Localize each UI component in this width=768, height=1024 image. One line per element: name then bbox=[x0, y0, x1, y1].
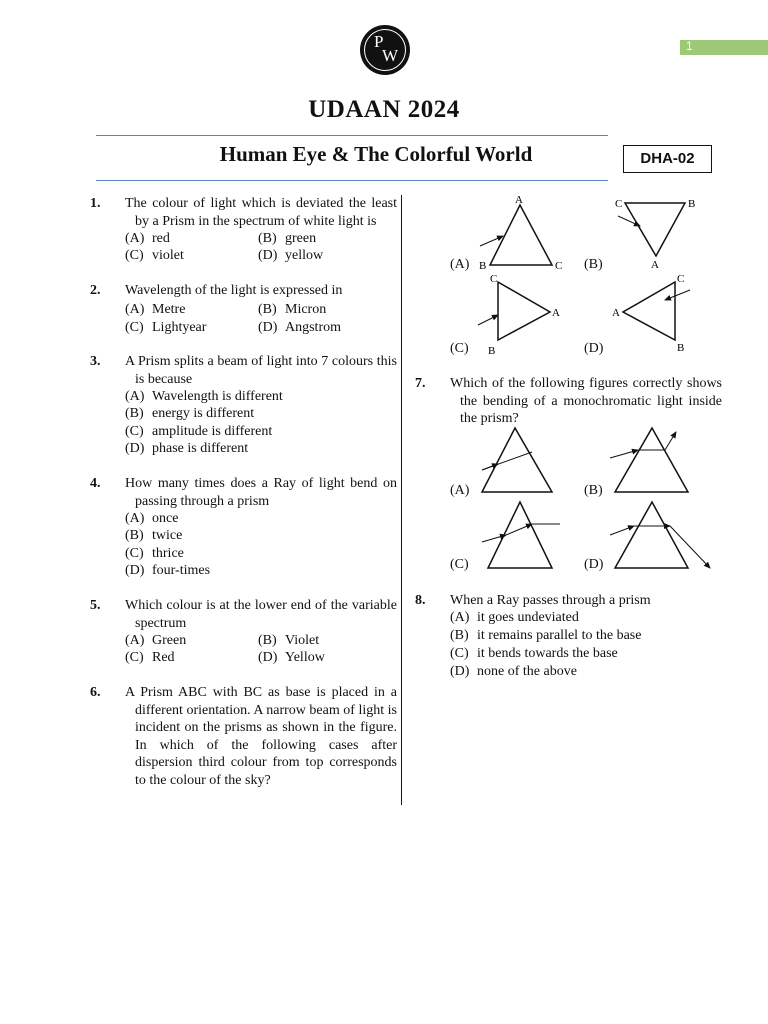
question-text: A Prism splits a beam of light into 7 colours this is because bbox=[125, 354, 397, 387]
question-2 bbox=[90, 282, 390, 337]
question-text: Which of the following figures correctly shows the bending of a monochromatic light inside the prism? bbox=[450, 376, 722, 426]
question-number: 3. bbox=[90, 354, 101, 369]
q7-prism-figures bbox=[470, 420, 715, 575]
page-number-bar bbox=[680, 40, 768, 55]
option-a: (A) Metre bbox=[125, 302, 186, 317]
option-a: (A) Green bbox=[125, 633, 187, 648]
q7-option-a-label: (A) bbox=[450, 483, 470, 498]
q6-figure-b bbox=[615, 198, 695, 271]
q6-figure-c bbox=[478, 273, 560, 357]
svg-text:B: B bbox=[488, 345, 496, 357]
svg-text:C: C bbox=[615, 198, 623, 210]
option-b: (B) Violet bbox=[258, 633, 320, 648]
svg-text:B: B bbox=[688, 198, 696, 210]
svg-text:C: C bbox=[555, 260, 563, 272]
svg-text:C: C bbox=[677, 273, 685, 285]
svg-text:A: A bbox=[612, 307, 620, 319]
option-a: (A) once bbox=[125, 511, 179, 526]
question-number: 2. bbox=[90, 283, 101, 298]
svg-text:A: A bbox=[552, 307, 560, 319]
question-text: Wavelength of the light is expressed in bbox=[125, 283, 343, 298]
option-c: (C) amplitude is different bbox=[125, 424, 273, 439]
q7-option-d-label: (D) bbox=[584, 557, 604, 572]
q6-prism-figures bbox=[470, 190, 710, 360]
q6-option-b-label: (B) bbox=[584, 257, 603, 272]
question-3 bbox=[90, 353, 397, 458]
q6-option-d-label: (D) bbox=[584, 341, 604, 356]
question-4 bbox=[90, 475, 397, 580]
option-d: (D) yellow bbox=[258, 248, 324, 263]
option-c: (C) Lightyear bbox=[125, 320, 207, 335]
title-rule-bottom bbox=[96, 180, 608, 181]
option-d: (D) Angstrom bbox=[258, 320, 341, 335]
question-number: 1. bbox=[90, 196, 101, 211]
option-c: (C) Red bbox=[125, 650, 175, 665]
svg-text:A: A bbox=[651, 259, 659, 271]
svg-text:B: B bbox=[479, 260, 487, 272]
page-subtitle: Human Eye & The Colorful World bbox=[219, 142, 533, 166]
option-a: (A) Wavelength is different bbox=[125, 389, 283, 404]
svg-text:C: C bbox=[490, 273, 498, 285]
option-c: (C) it bends towards the base bbox=[450, 646, 618, 661]
option-d: (D) phase is different bbox=[125, 441, 249, 456]
q7-figure-d bbox=[610, 502, 710, 568]
option-b: (B) green bbox=[258, 231, 317, 246]
option-d: (D) four-times bbox=[125, 563, 211, 578]
question-text: The colour of light which is deviated the least by a Prism in the spectrum of white light is bbox=[125, 196, 397, 229]
q6-figure-a bbox=[479, 194, 562, 272]
page-title: UDAAN 2024 bbox=[308, 96, 460, 123]
q6-option-c-label: (C) bbox=[450, 341, 469, 356]
svg-text:A: A bbox=[515, 194, 523, 206]
question-number: 7. bbox=[415, 376, 426, 391]
q7-figure-b bbox=[610, 428, 688, 492]
question-number: 6. bbox=[90, 685, 101, 700]
logo-letter-w: W bbox=[382, 46, 399, 65]
question-1 bbox=[90, 195, 397, 265]
q7-option-b-label: (B) bbox=[584, 483, 603, 498]
question-number: 5. bbox=[90, 598, 101, 613]
option-c: (C) violet bbox=[125, 248, 184, 263]
title-rule-top bbox=[96, 135, 608, 136]
question-5 bbox=[90, 597, 397, 667]
question-6 bbox=[90, 684, 397, 794]
option-b: (B) energy is different bbox=[125, 406, 255, 421]
question-text: When a Ray passes through a prism bbox=[450, 593, 651, 608]
q7-figure-c bbox=[482, 502, 560, 568]
q7-figure-a bbox=[482, 428, 552, 492]
q6-option-a-label: (A) bbox=[450, 257, 470, 272]
q6-figure-d bbox=[612, 273, 690, 354]
svg-text:B: B bbox=[677, 342, 685, 354]
question-number: 4. bbox=[90, 476, 101, 491]
sheet-code: DHA-02 bbox=[623, 145, 712, 173]
option-d: (D) Yellow bbox=[258, 650, 325, 665]
column-divider bbox=[401, 195, 402, 805]
pw-logo bbox=[360, 25, 410, 75]
option-c: (C) thrice bbox=[125, 546, 184, 561]
logo-letter-p: P bbox=[374, 32, 384, 51]
option-b: (B) twice bbox=[125, 528, 183, 543]
page-number: 1 bbox=[686, 39, 693, 53]
option-d: (D) none of the above bbox=[450, 664, 577, 679]
option-a: (A) it goes undeviated bbox=[450, 610, 579, 625]
option-b: (B) it remains parallel to the base bbox=[450, 628, 642, 643]
option-a: (A) red bbox=[125, 231, 170, 246]
option-b: (B) Micron bbox=[258, 302, 327, 317]
q7-option-c-label: (C) bbox=[450, 557, 469, 572]
question-8 bbox=[415, 592, 715, 682]
question-number: 8. bbox=[415, 593, 426, 608]
question-text: How many times does a Ray of light bend on passing through a prism bbox=[125, 476, 397, 509]
question-text: Which colour is at the lower end of the variable spectrum bbox=[125, 598, 397, 631]
question-text: A Prism ABC with BC as base is placed in a different orientation. A narrow beam of light is incident on the prisms as shown in the figure. In which of the following cases after dispersion third colour from top corresponds to the colour of the sky? bbox=[125, 685, 397, 788]
